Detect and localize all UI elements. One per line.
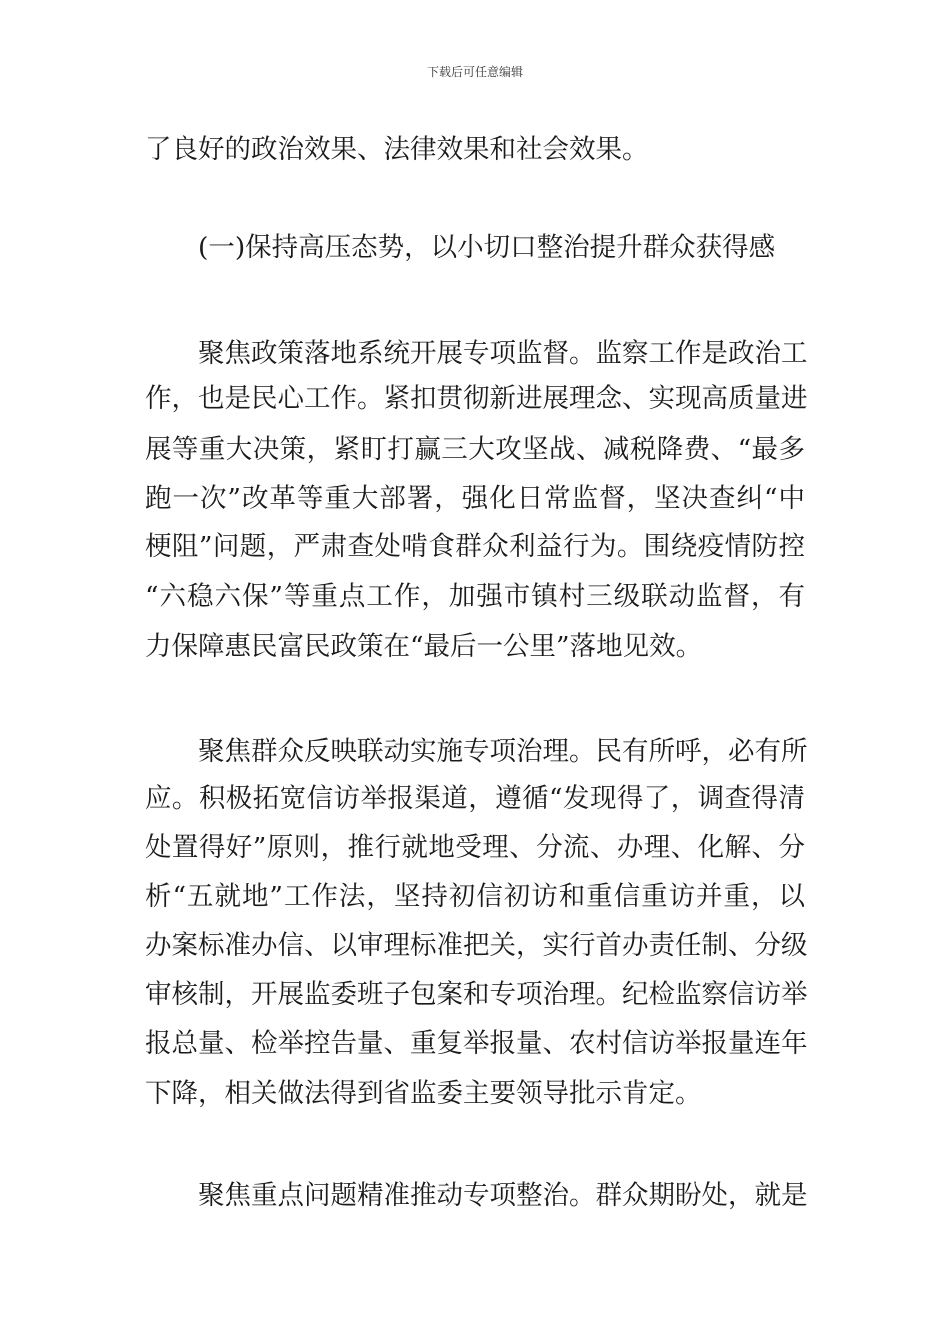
paragraph-3-line-1: 聚焦重点问题精准推动专项整治。群众期盼处，就是	[198, 1180, 808, 1211]
paragraph-2-line-5: 办案标准办信、以审理标准把关，实行首办责任制、分级	[145, 930, 808, 961]
page-header: 下载后可任意编辑	[426, 65, 523, 79]
paragraph-1-line-7: 力保障惠民富民政策在“最后一公里”落地见效。	[145, 631, 703, 662]
paragraph-1-line-4: 跑一次”改革等重大部署，强化日常监督，坚决查纠“中	[145, 483, 805, 514]
paragraph-1-line-1: 聚焦政策落地系统开展专项监督。监察工作是政治工	[198, 338, 808, 369]
paragraph-1-line-6: “六稳六保”等重点工作，加强市镇村三级联动监督，有	[145, 581, 805, 612]
paragraph-1-line-5: 梗阻”问题，严肃查处啃食群众利益行为。围绕疫情防控	[145, 531, 805, 562]
paragraph-2-line-2: 应。积极拓宽信访举报渠道，遵循“发现得了，调查得清	[145, 783, 805, 814]
paragraph-2-line-6: 审核制，开展监委班子包案和专项治理。纪检监察信访举	[145, 979, 808, 1010]
paragraph-1-line-3: 展等重大决策，紧盯打赢三大攻坚战、减税降费、“最多	[145, 434, 805, 465]
paragraph-2-line-4: 析“五就地”工作法，坚持初信初访和重信重访并重，以	[145, 881, 805, 912]
paragraph-2-line-1: 聚焦群众反映联动实施专项治理。民有所呼，必有所	[198, 736, 808, 767]
paragraph-2-line-7: 报总量、检举控告量、重复举报量、农村信访举报量连年	[145, 1028, 808, 1059]
section-heading: (一)保持高压态势，以小切口整治提升群众获得感	[198, 232, 776, 263]
paragraph-2-line-3: 处置得好”原则，推行就地受理、分流、办理、化解、分	[145, 832, 805, 863]
paragraph-2-line-8: 下降，相关做法得到省监委主要领导批示肯定。	[145, 1078, 702, 1109]
paragraph-1-line-2: 作，也是民心工作。紧扣贯彻新进展理念、实现高质量进	[145, 383, 808, 414]
body-line: 了良好的政治效果、法律效果和社会效果。	[145, 134, 649, 165]
